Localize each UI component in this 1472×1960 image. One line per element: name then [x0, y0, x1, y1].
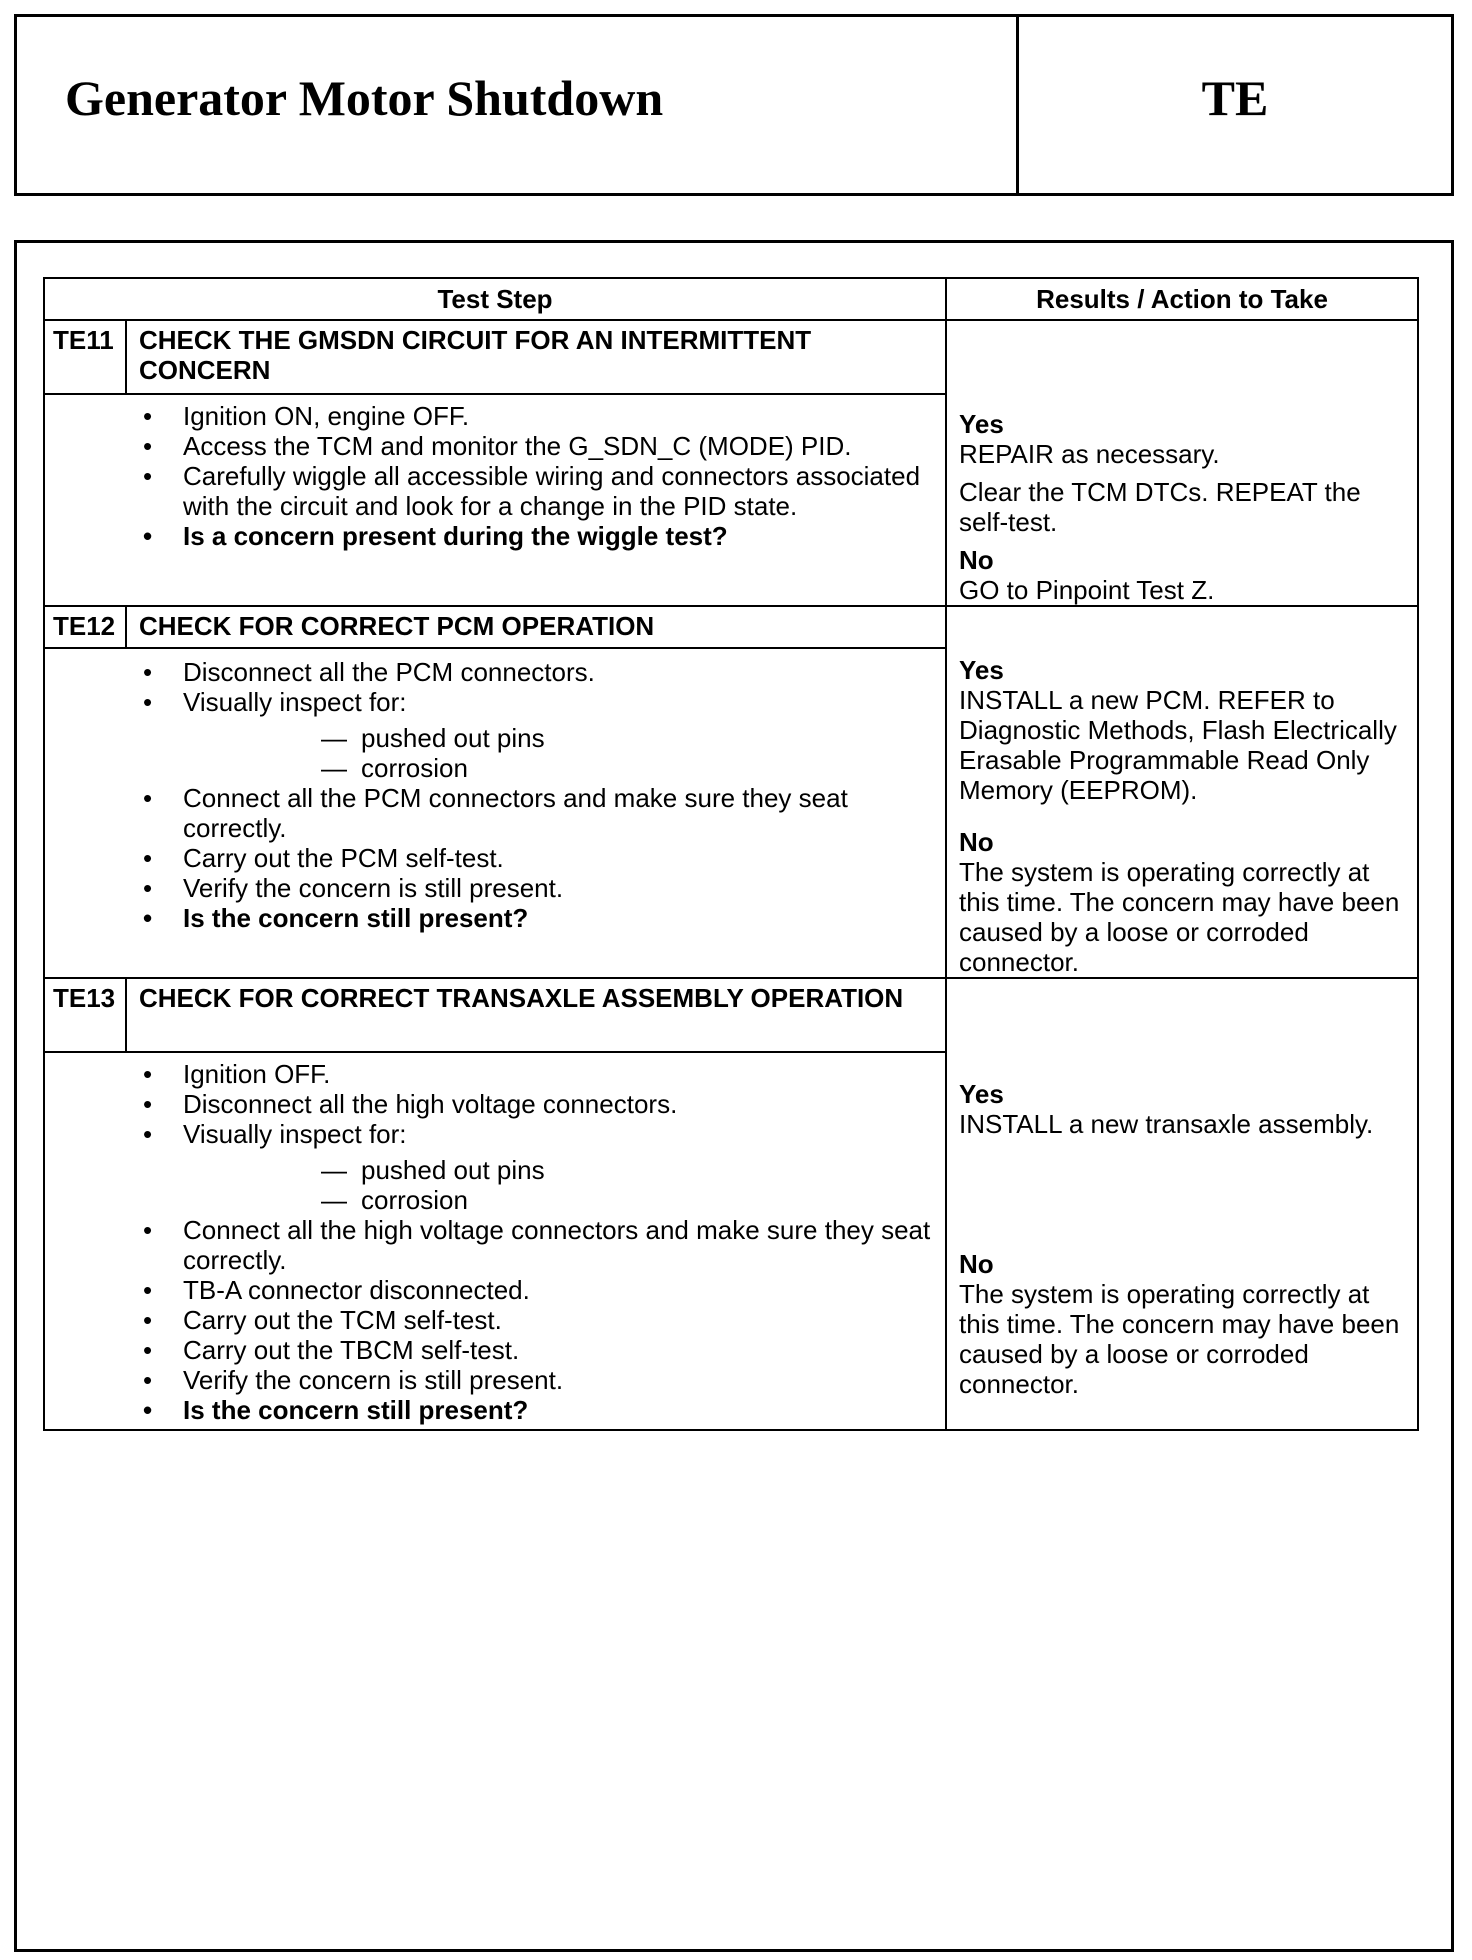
list-item: • Connect all the high voltage connectors and make sure they seat correctly. — [45, 1215, 935, 1275]
list-item: • TB-A connector disconnected. — [45, 1275, 935, 1305]
list-item-text: Visually inspect for: — [183, 1119, 407, 1149]
list-item: • Carry out the TBCM self-test. — [45, 1335, 935, 1365]
section-code: TE — [1201, 70, 1269, 126]
list-item: • Carry out the TCM self-test. — [45, 1305, 935, 1335]
list-item: • Carry out the PCM self-test. — [45, 843, 935, 873]
no-label: No — [959, 545, 994, 575]
step-title-row — [44, 606, 1418, 648]
col-header-results: Results / Action to Take — [946, 278, 1418, 320]
page-header — [14, 14, 1454, 196]
list-item — [45, 687, 935, 783]
list-item: • Verify the concern is still present. — [45, 873, 935, 903]
list-item: • Disconnect all the PCM connectors. — [45, 657, 935, 687]
step-title: CHECK FOR CORRECT PCM OPERATION — [126, 606, 946, 648]
step-result — [946, 320, 1418, 606]
sub-item: — corrosion — [183, 753, 935, 783]
list-item — [45, 1119, 935, 1215]
col-header-test-step: Test Step — [44, 278, 946, 320]
list-item: • Connect all the PCM connectors and make sure they seat correctly. — [45, 783, 935, 843]
step-id: TE11 — [44, 320, 126, 394]
yes-label: Yes — [959, 409, 1004, 439]
yes-label: Yes — [959, 1079, 1004, 1109]
list-item: • Access the TCM and monitor the G_SDN_C (MODE) PID. — [45, 431, 935, 461]
yes-action: REPAIR as necessary. — [959, 439, 1220, 469]
step-title-row — [44, 320, 1418, 394]
yes-action: Clear the TCM DTCs. REPEAT the self-test. — [959, 477, 1361, 537]
sub-list — [183, 1155, 935, 1215]
no-action: The system is operating correctly at this time. The concern may have been caused by a loose or corroded connector. — [959, 857, 1400, 977]
step-id: TE12 — [44, 606, 126, 648]
step-body — [44, 394, 946, 606]
step-body — [44, 1052, 946, 1430]
step-question: • Is the concern still present? — [45, 903, 935, 933]
step-title: CHECK FOR CORRECT TRANSAXLE ASSEMBLY OPERATION — [126, 978, 946, 1052]
list-item-text: Visually inspect for: — [183, 687, 407, 717]
table-header-row — [44, 278, 1418, 320]
list-item: • Verify the concern is still present. — [45, 1365, 935, 1395]
yes-action: INSTALL a new transaxle assembly. — [959, 1109, 1374, 1139]
step-body — [44, 648, 946, 978]
step-result — [946, 978, 1418, 1430]
list-item: • Carefully wiggle all accessible wiring and connectors associated with the circuit and look for a change in the PID state. — [45, 461, 935, 521]
header-code-cell — [1019, 17, 1451, 193]
no-action: GO to Pinpoint Test Z. — [959, 575, 1215, 605]
list-item: • Disconnect all the high voltage connectors. — [45, 1089, 935, 1119]
step-result — [946, 606, 1418, 978]
list-item: • Ignition OFF. — [45, 1059, 935, 1089]
sub-item: — pushed out pins — [183, 1155, 935, 1185]
header-title-cell — [17, 17, 1019, 193]
step-title-row — [44, 978, 1418, 1052]
list-item: • Ignition ON, engine OFF. — [45, 401, 935, 431]
no-label: No — [959, 1249, 994, 1279]
step-title: CHECK THE GMSDN CIRCUIT FOR AN INTERMITTENT CONCERN — [126, 320, 946, 394]
sub-item: — pushed out pins — [183, 723, 935, 753]
sub-list — [183, 723, 935, 783]
sub-item: — corrosion — [183, 1185, 935, 1215]
step-question: • Is a concern present during the wiggle test? — [45, 521, 935, 551]
step-id: TE13 — [44, 978, 126, 1052]
yes-label: Yes — [959, 655, 1004, 685]
no-label: No — [959, 827, 994, 857]
step-question: • Is the concern still present? — [45, 1395, 935, 1425]
yes-action: INSTALL a new PCM. REFER to Diagnostic Methods, Flash Electrically Erasable Programmable Read Only Memory (EEPROM). — [959, 685, 1397, 805]
page-title: Generator Motor Shutdown — [65, 70, 664, 126]
no-action: The system is operating correctly at this time. The concern may have been caused by a loose or corroded connector. — [959, 1279, 1400, 1399]
test-step-table — [43, 277, 1419, 1431]
